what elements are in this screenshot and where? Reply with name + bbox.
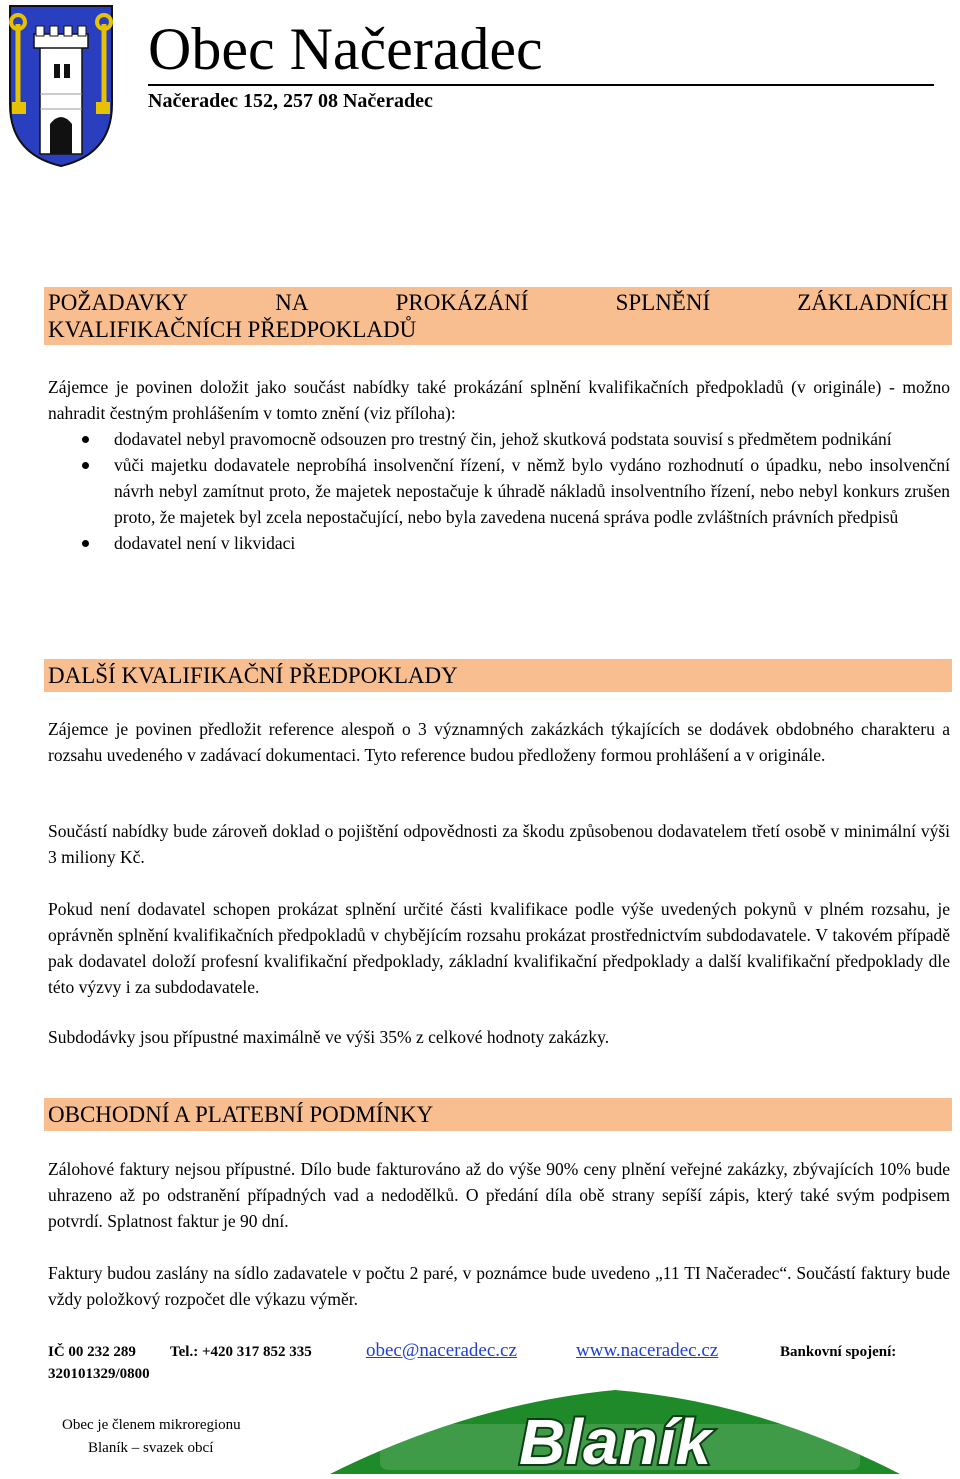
microregion-label: Obec je členem mikroregionu xyxy=(62,1417,241,1433)
list-item: vůči majetku dodavatele neprobíhá insolvenční řízení, v němž bylo vydáno rozhodnutí o úpadku, nebo insolvenční návrh nebyl zamítnut proto, že majetek nepostačuje k úhradě nákladů insolventního řízení, nebo nebyl konkurs zrušen proto, že majetek byl zcela nepostačující, nebo byla zavedena nucená správa podle zvláštních právních předpisů xyxy=(48,452,950,530)
section2-p4: Subdodávky jsou přípustné maximálně ve výši 35% z celkové hodnoty zakázky. xyxy=(48,1027,610,1047)
list-item: dodavatel nebyl pravomocně odsouzen pro trestný čin, jehož skutková podstata souvisí s předmětem podnikání xyxy=(48,426,950,452)
bullet-icon xyxy=(82,462,89,469)
section-heading-further-qualification: DALŠÍ KVALIFIKAČNÍ PŘEDPOKLADY xyxy=(44,659,952,692)
qualification-list xyxy=(48,426,950,556)
section3-p2: Faktury budou zaslány na sídlo zadavatele v počtu 2 paré, v poznámce bude uvedeno „11 TI Načeradec“. Součástí faktury bude vždy položkový rozpočet dle výkazu výměr. xyxy=(48,1263,950,1309)
section3-p1: Zálohové faktury nejsou přípustné. Dílo bude fakturováno až do výše 90% ceny plnění veřejné zakázky, zbývajících 10% bude uhrazeno až po odstranění případných vad a nedodělků. O předání díla obě strany sepíší zápis, který také svým podpisem potvrdí. Splatnost faktur je 90 dní. xyxy=(48,1159,950,1231)
section1-intro: Zájemce je povinen doložit jako součást nabídky také prokázání splnění kvalifikačních předpokladů (v originále) - možno nahradit čestným prohlášením v tomto znění (viz příloha): xyxy=(48,377,950,423)
heading-word: NA xyxy=(275,290,309,315)
blanik-logo xyxy=(330,1384,900,1474)
bullet-icon xyxy=(82,540,89,547)
page-title: Obec Načeradec xyxy=(148,14,934,86)
heading-word: ZÁKLADNÍCH xyxy=(797,290,948,315)
microregion-name: Blaník – svazek obcí xyxy=(88,1440,214,1456)
section2-p1: Zájemce je povinen předložit reference alespoň o 3 významných zakázkách týkajících se dodávek obdobného charakteru a rozsahu uvedeného v zadávací dokumentaci. Tyto reference budou předloženy formou prohlášení a v originále. xyxy=(48,719,950,765)
section-heading-commercial-terms: OBCHODNÍ A PLATEBNÍ PODMÍNKY xyxy=(44,1098,952,1131)
municipality-address: Načeradec 152, 257 08 Načeradec xyxy=(148,90,433,112)
coat-of-arms-icon xyxy=(6,4,116,168)
section-heading-basic-qualification xyxy=(44,287,952,345)
email-link[interactable]: obec@naceradec.cz xyxy=(366,1340,517,1361)
list-item: dodavatel není v likvidaci xyxy=(48,530,950,556)
section2-p2: Součástí nabídky bude zároveň doklad o pojištění odpovědnosti za škodu způsobenou dodavatelem třetí osobě v minimální výši 3 miliony Kč. xyxy=(48,821,950,867)
website-link[interactable]: www.naceradec.cz xyxy=(576,1340,719,1361)
section1-body xyxy=(48,374,950,556)
heading-line-2: KVALIFIKAČNÍCH PŘEDPOKLADŮ xyxy=(48,317,417,342)
heading-word: PROKÁZÁNÍ xyxy=(395,290,529,315)
footer-bank-label: Bankovní spojení: xyxy=(780,1344,897,1360)
footer-ico: IČ 00 232 289 xyxy=(48,1344,136,1360)
section2-p3: Pokud není dodavatel schopen prokázat splnění určité části kvalifikace podle výše uvedených pokynů v plném rozsahu, je oprávněn splnění kvalifikačních předpokladů v chybějícím rozsahu prokázat prostřednictvím subdodavatele. V takovém případě pak dodavatel doloží profesní kvalifikační předpoklady, základní kvalifikační předpoklady a další kvalifikační předpoklady dle této výzvy i za subdodavatele. xyxy=(48,899,950,997)
footer-phone: Tel.: +420 317 852 335 xyxy=(170,1344,312,1360)
bullet-icon xyxy=(82,436,89,443)
heading-word: SPLNĚNÍ xyxy=(615,290,711,315)
blanik-logo-text: Blaník xyxy=(518,1406,712,1474)
footer-bank-account: 320101329/0800 xyxy=(48,1366,150,1382)
heading-word: POŽADAVKY xyxy=(48,290,189,315)
